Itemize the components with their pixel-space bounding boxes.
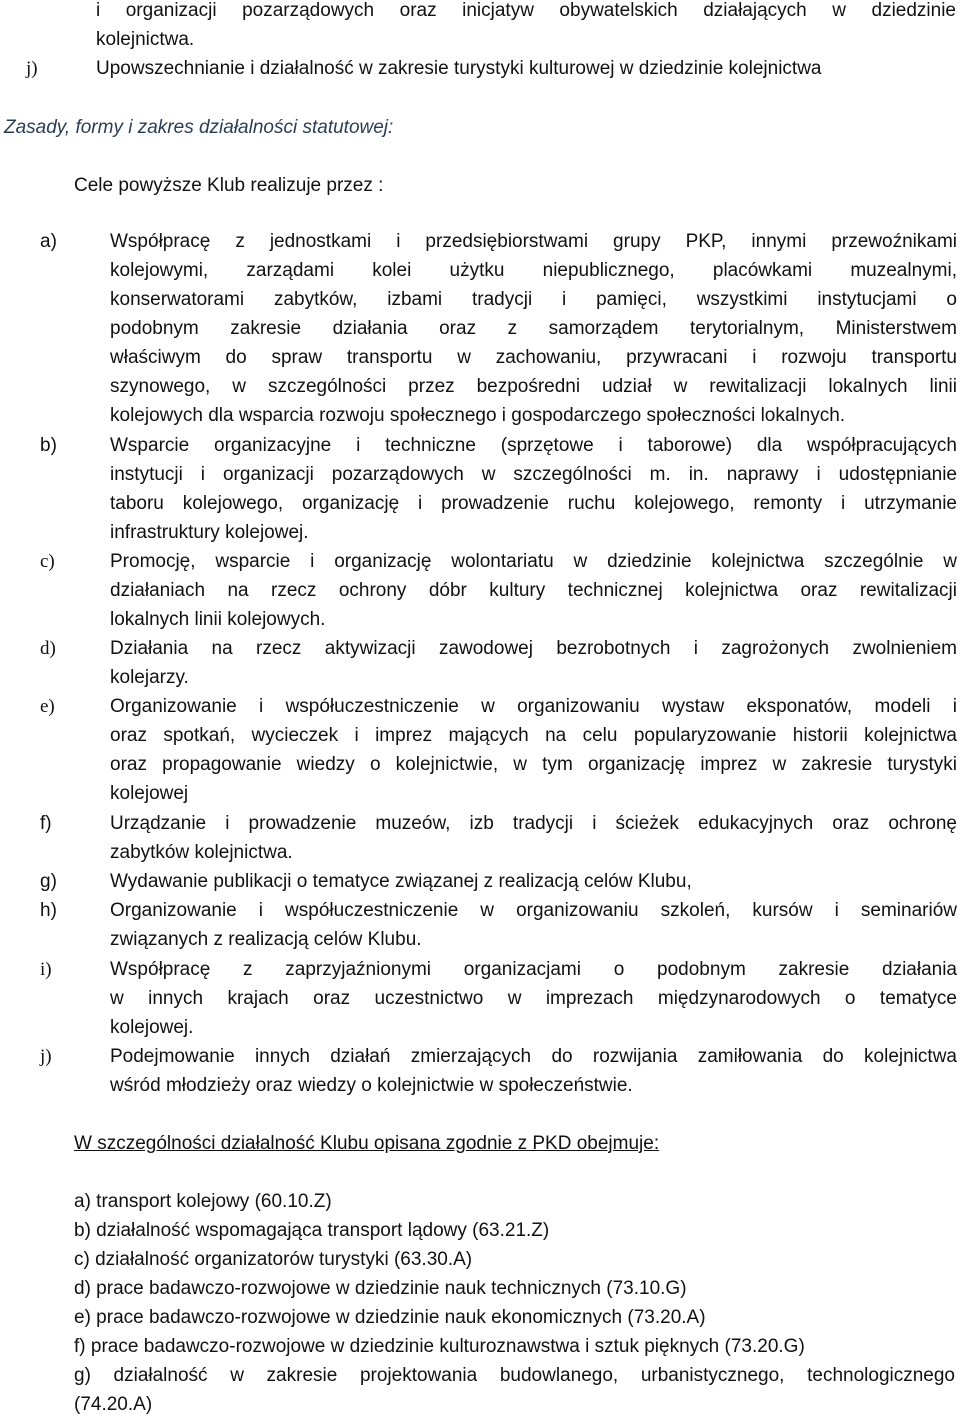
pkd-item: f) prace badawczo-rozwojowe w dziedzinie kulturoznawstwa i sztuk pięknych (73.20.G)	[74, 1336, 805, 1357]
item-line: kolejowej.	[110, 1017, 194, 1038]
item-line: Podejmowanie innych działań zmierzających do rozwijania zamiłowania do kolejnictwa	[110, 1046, 957, 1067]
item-line: kolejowych dla wsparcia rozwoju społecznego i gospodarczego społeczności lokalnych.	[110, 405, 846, 426]
item-line: lokalnych linii kolejowych.	[110, 609, 326, 630]
item-line: Promocję, wsparcie i organizację wolontariatu w dziedzinie kolejnictwa szczególnie w	[110, 551, 957, 572]
pkd-item: e) prace badawczo-rozwojowe w dziedzinie nauk ekonomicznych (73.20.A)	[74, 1307, 706, 1328]
item-line: oraz spotkań, wycieczek i imprez mających na celu popularyzowanie historii kolejnictwa	[110, 725, 957, 746]
top-j-label: j)	[26, 58, 38, 79]
top-line-2: kolejnictwa.	[96, 29, 195, 50]
item-line: podobnym zakresie działania oraz z samorządem terytorialnym, Ministerstwem	[110, 318, 957, 339]
item-line: Działania na rzecz aktywizacji zawodowej bezrobotnych i zagrożonych zwolnieniem	[110, 638, 957, 659]
item-line: w innych krajach oraz uczestnictwo w imprezach międzynarodowych o tematyce	[110, 988, 957, 1009]
pkd-item: g) działalność w zakresie projektowania budowlanego, urbanistycznego, technologicznego	[74, 1365, 955, 1386]
item-line: kolejarzy.	[110, 667, 189, 688]
item-line: infrastruktury kolejowej.	[110, 522, 309, 543]
item-label: b)	[40, 435, 57, 456]
intro-text: Cele powyższe Klub realizuje przez :	[74, 175, 384, 196]
pkd-item: d) prace badawczo-rozwojowe w dziedzinie nauk technicznych (73.10.G)	[74, 1278, 687, 1299]
item-line: Współpracę z zaprzyjaźnionymi organizacjami o podobnym zakresie działania	[110, 959, 957, 980]
pkd-item: a) transport kolejowy (60.10.Z)	[74, 1191, 332, 1212]
item-label: g)	[40, 871, 57, 892]
item-line: taboru kolejowego, organizację i prowadzenie ruchu kolejowego, remonty i utrzymanie	[110, 493, 957, 514]
item-label: d)	[40, 638, 56, 659]
item-line: konserwatorami zabytków, izbami tradycji i pamięci, wszystkimi instytucjami o	[110, 289, 957, 310]
top-j-text: Upowszechnianie i działalność w zakresie turystyki kulturowej w dziedzinie kolejnictwa	[96, 58, 822, 79]
item-line: kolejowej	[110, 783, 189, 804]
item-label: a)	[40, 231, 57, 252]
item-line: oraz propagowanie wiedzy o kolejnictwie, w tym organizację imprez w zakresie turystyki	[110, 754, 957, 775]
item-label: f)	[40, 813, 52, 834]
item-label: c)	[40, 551, 55, 572]
item-line: Organizowanie i współuczestniczenie w organizowaniu szkoleń, kursów i seminariów	[110, 900, 957, 921]
item-line: działaniach na rzecz ochrony dóbr kultury technicznej kolejnictwa oraz rewitalizacji	[110, 580, 957, 601]
item-label: j)	[40, 1046, 52, 1067]
top-line-1: i organizacji pozarządowych oraz inicjatyw obywatelskich działających w dziedzinie	[96, 0, 956, 21]
item-line: wśród młodzieży oraz wiedzy o kolejnictwie w społeczeństwie.	[110, 1075, 633, 1096]
item-line: kolejowymi, zarządami kolei użytku niepublicznego, placówkami muzealnymi,	[110, 260, 957, 281]
item-line: Wydawanie publikacji o tematyce związanej z realizacją celów Klubu,	[110, 871, 692, 892]
item-line: Organizowanie i współuczestniczenie w organizowaniu wystaw eksponatów, modeli i	[110, 696, 957, 717]
pkd-item: (74.20.A)	[74, 1394, 153, 1415]
statutory-heading: Zasady, formy i zakres działalności statutowej:	[4, 117, 394, 138]
pkd-item: b) działalność wspomagająca transport lądowy (63.21.Z)	[74, 1220, 550, 1241]
item-line: Współpracę z jednostkami i przedsiębiorstwami grupy PKP, innymi przewoźnikami	[110, 231, 957, 252]
item-line: związanych z realizacją celów Klubu.	[110, 929, 422, 950]
item-line: szynowego, w szczególności przez bezpośredni udział w rewitalizacji lokalnych linii	[110, 376, 957, 397]
item-line: Urządzanie i prowadzenie muzeów, izb tradycji i ścieżek edukacyjnych oraz ochronę	[110, 813, 957, 834]
item-label: h)	[40, 900, 57, 921]
item-line: instytucji i organizacji pozarządowych w szczególności m. in. naprawy i udostępnianie	[110, 464, 957, 485]
item-line: Wsparcie organizacyjne i techniczne (sprzętowe i taborowe) dla współpracujących	[110, 435, 957, 456]
item-line: właściwym do spraw transportu w zachowaniu, przywracani i rozwoju transportu	[110, 347, 957, 368]
item-line: zabytków kolejnictwa.	[110, 842, 293, 863]
pkd-item: c) działalność organizatorów turystyki (63.30.A)	[74, 1249, 473, 1270]
item-label: e)	[40, 696, 55, 717]
pkd-heading: W szczególności działalność Klubu opisana zgodnie z PKD obejmuje:	[74, 1133, 660, 1154]
item-label: i)	[40, 959, 52, 980]
